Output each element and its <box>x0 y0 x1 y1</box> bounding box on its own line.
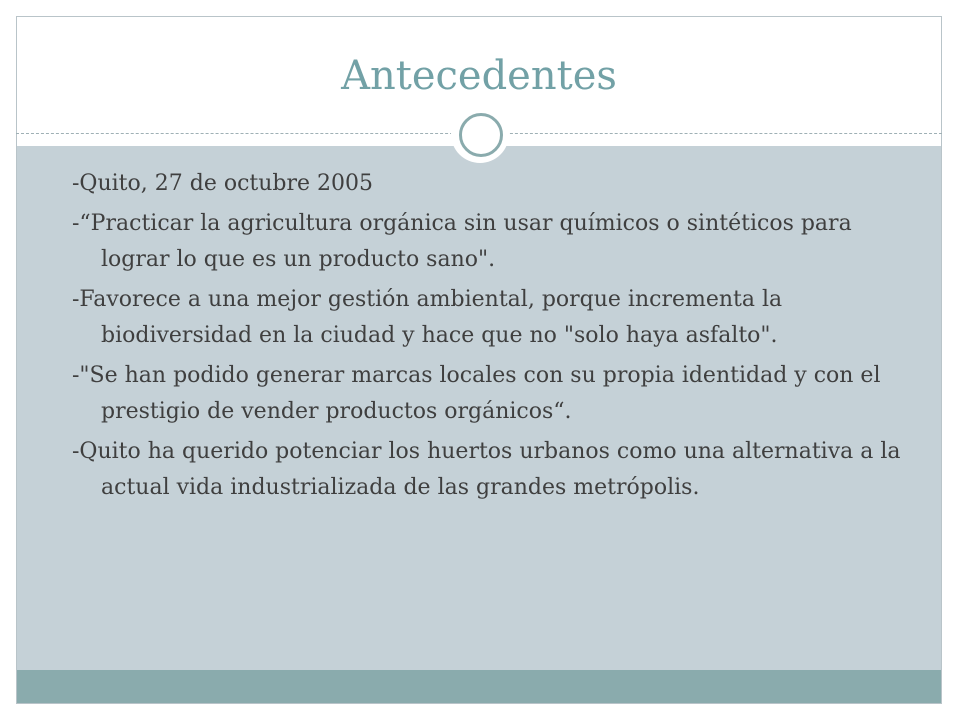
footer-band <box>17 670 941 703</box>
bullet-item: -Favorece a una mejor gestión ambiental, porque incrementa la biodiversidad en la ciudad y hace que no "solo haya asfalto". <box>72 287 783 348</box>
slide-title: Antecedentes <box>341 53 617 99</box>
circle-ring-icon <box>451 105 509 163</box>
ring-shape <box>459 113 503 157</box>
bullet-list <box>72 166 912 510</box>
bullet-item: -"Se han podido generar marcas locales con su propia identidad y con el prestigio de vender productos orgánicos“. <box>72 363 881 424</box>
bullet-item: -Quito ha querido potenciar los huertos urbanos como una alternativa a la actual vida industrializada de las grandes metrópolis. <box>72 439 901 500</box>
bullet-item: -“Practicar la agricultura orgánica sin usar químicos o sintéticos para lograr lo que es un producto sano". <box>72 211 852 272</box>
bullet-item: -Quito, 27 de octubre 2005 <box>72 171 374 196</box>
